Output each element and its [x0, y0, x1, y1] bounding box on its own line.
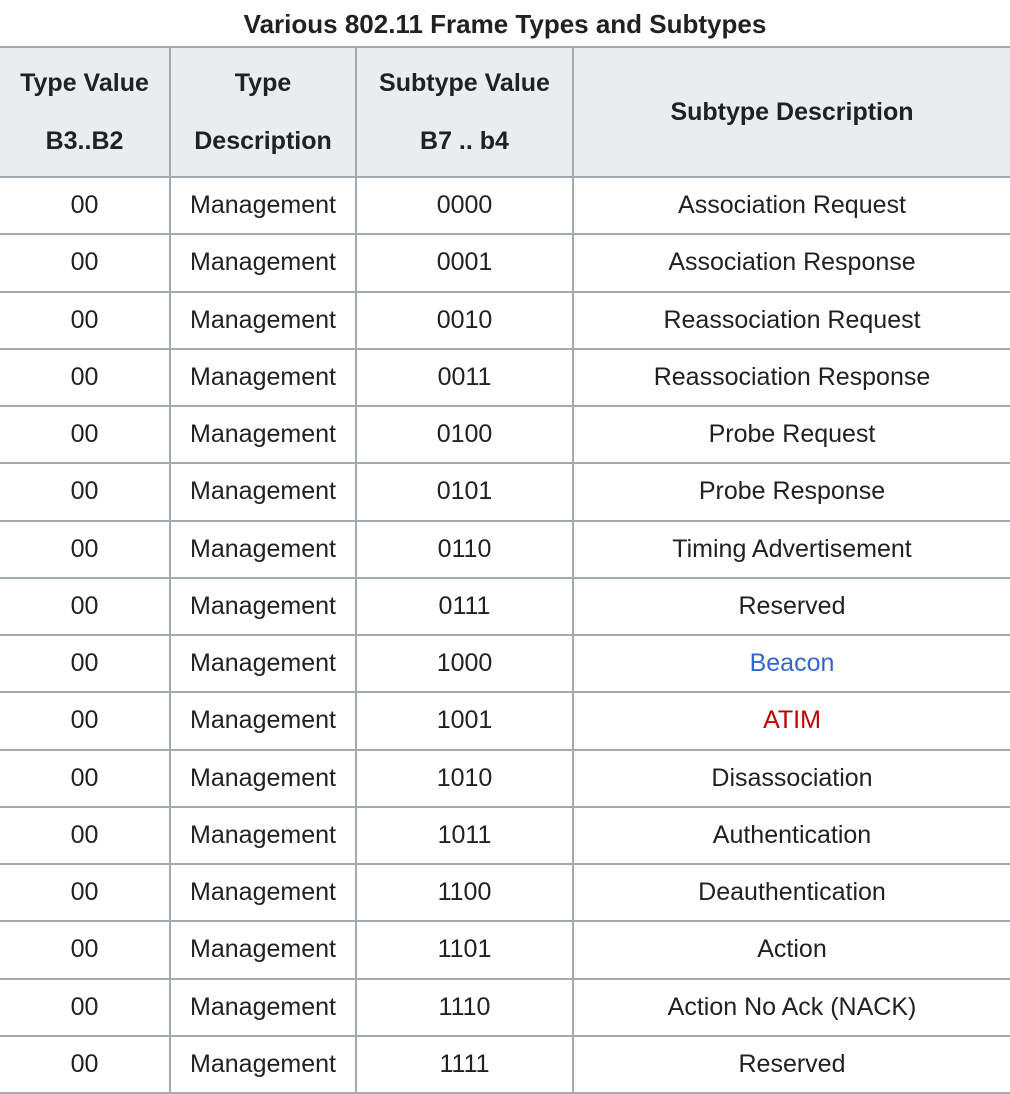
cell-type-value: 00	[0, 864, 170, 921]
cell-type-description: Management	[170, 864, 356, 921]
cell-subtype-description: Association Request	[573, 177, 1010, 234]
cell-subtype-description: Disassociation	[573, 750, 1010, 807]
cell-type-description: Management	[170, 463, 356, 520]
cell-type-value: 00	[0, 349, 170, 406]
cell-subtype-value: 0110	[356, 521, 573, 578]
table-caption: Various 802.11 Frame Types and Subtypes	[243, 8, 767, 39]
header-subtype-value-line2: B7 .. b4	[420, 127, 509, 155]
cell-subtype-value: 0111	[356, 578, 573, 635]
cell-subtype-value: 0100	[356, 406, 573, 463]
table-row	[0, 234, 1010, 291]
cell-type-description: Management	[170, 692, 356, 749]
cell-subtype-value: 1101	[356, 921, 573, 978]
table-row	[0, 406, 1010, 463]
cell-subtype-description: Deauthentication	[573, 864, 1010, 921]
cell-subtype-value: 1110	[356, 979, 573, 1036]
cell-subtype-description: Action	[573, 921, 1010, 978]
cell-subtype-description: Reserved	[573, 1036, 1010, 1093]
cell-type-description: Management	[170, 921, 356, 978]
cell-subtype-value: 0001	[356, 234, 573, 291]
cell-type-description: Management	[170, 1036, 356, 1093]
cell-type-value: 00	[0, 578, 170, 635]
table-row	[0, 463, 1010, 520]
cell-type-value: 00	[0, 463, 170, 520]
cell-type-value: 00	[0, 692, 170, 749]
table-row	[0, 921, 1010, 978]
header-subtype-description-label: Subtype Description	[670, 98, 914, 126]
cell-subtype-value: 1001	[356, 692, 573, 749]
cell-subtype-description	[573, 692, 1010, 749]
table-row	[0, 750, 1010, 807]
cell-subtype-description	[573, 635, 1010, 692]
cell-type-description: Management	[170, 578, 356, 635]
cell-type-value: 00	[0, 177, 170, 234]
table-row	[0, 292, 1010, 349]
cell-subtype-value: 1000	[356, 635, 573, 692]
header-type-description	[170, 47, 356, 177]
cell-subtype-description: Reserved	[573, 578, 1010, 635]
table-row	[0, 177, 1010, 234]
cell-type-value: 00	[0, 635, 170, 692]
header-subtype-description	[573, 47, 1010, 177]
cell-type-description: Management	[170, 177, 356, 234]
table-row	[0, 521, 1010, 578]
cell-type-description: Management	[170, 406, 356, 463]
header-type-description-line1: Type	[234, 69, 292, 97]
cell-subtype-value: 0101	[356, 463, 573, 520]
cell-type-value: 00	[0, 921, 170, 978]
cell-subtype-description: Action No Ack (NACK)	[573, 979, 1010, 1036]
cell-type-description: Management	[170, 521, 356, 578]
cell-type-description: Management	[170, 750, 356, 807]
cell-type-description: Management	[170, 635, 356, 692]
cell-subtype-value: 0010	[356, 292, 573, 349]
cell-subtype-value: 0011	[356, 349, 573, 406]
cell-type-value: 00	[0, 979, 170, 1036]
table-row	[0, 635, 1010, 692]
table-row	[0, 979, 1010, 1036]
cell-subtype-value: 1010	[356, 750, 573, 807]
cell-type-description: Management	[170, 807, 356, 864]
cell-subtype-value: 0000	[356, 177, 573, 234]
table-row	[0, 578, 1010, 635]
header-type-value	[0, 47, 170, 177]
cell-type-description: Management	[170, 292, 356, 349]
table-row	[0, 349, 1010, 406]
table-row	[0, 807, 1010, 864]
header-row	[0, 47, 1010, 177]
cell-type-value: 00	[0, 1036, 170, 1093]
header-subtype-value-line1: Subtype Value	[379, 69, 550, 97]
cell-subtype-value: 1011	[356, 807, 573, 864]
cell-type-value: 00	[0, 292, 170, 349]
cell-subtype-description: Probe Response	[573, 463, 1010, 520]
table-row	[0, 864, 1010, 921]
cell-type-description: Management	[170, 979, 356, 1036]
header-subtype-value	[356, 47, 573, 177]
header-type-value-line1: Type Value	[20, 69, 149, 97]
beacon-link[interactable]: Beacon	[749, 649, 835, 678]
cell-subtype-description: Authentication	[573, 807, 1010, 864]
cell-type-value: 00	[0, 234, 170, 291]
atim-link[interactable]: ATIM	[763, 706, 821, 735]
cell-type-description: Management	[170, 234, 356, 291]
cell-type-value: 00	[0, 750, 170, 807]
cell-subtype-description: Association Response	[573, 234, 1010, 291]
table-row	[0, 1036, 1010, 1093]
header-type-description-line2: Description	[194, 127, 332, 155]
cell-subtype-description: Reassociation Request	[573, 292, 1010, 349]
cell-type-description: Management	[170, 349, 356, 406]
cell-type-value: 00	[0, 406, 170, 463]
cell-subtype-value: 1111	[356, 1036, 573, 1093]
cell-subtype-value: 1100	[356, 864, 573, 921]
frame-types-table	[0, 46, 1010, 1094]
cell-type-value: 00	[0, 807, 170, 864]
cell-subtype-description: Probe Request	[573, 406, 1010, 463]
cell-type-value: 00	[0, 521, 170, 578]
cell-subtype-description: Reassociation Response	[573, 349, 1010, 406]
table-row	[0, 692, 1010, 749]
cell-subtype-description: Timing Advertisement	[573, 521, 1010, 578]
header-type-value-line2: B3..B2	[45, 127, 124, 155]
